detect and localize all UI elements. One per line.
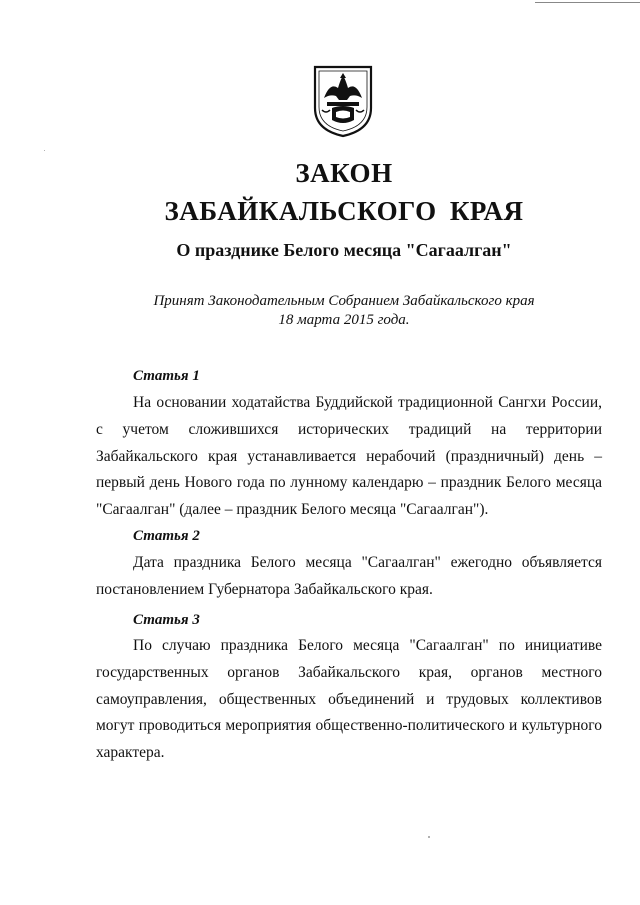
adoption-note — [24, 292, 640, 330]
coat-of-arms-icon — [312, 64, 374, 138]
scan-edge-line — [535, 2, 640, 3]
scan-speck — [428, 836, 430, 838]
article-2-heading: Статья 2 — [133, 528, 200, 544]
article-3-text: По случаю праздника Белого месяца "Сагаалган" по инициативе государственных органов Забайкальского края, органов местного самоуправления, общественных объединений и трудовых коллективов могут проводиться мероприятия общественно-политического и культурного характера. — [96, 637, 602, 762]
scan-speck — [44, 150, 45, 151]
article-2-text: Дата праздника Белого месяца "Сагаалган" ежегодно объявляется постановлением Губернатора Забайкальского края. — [96, 554, 602, 598]
law-region-title: ЗАБАЙКАЛЬСКОГО КРАЯ — [164, 196, 524, 226]
adoption-line-2: 18 марта 2015 года. — [278, 312, 410, 328]
adoption-line-1: Принят Законодательным Собранием Забайкальского края — [153, 293, 535, 309]
law-subject: О празднике Белого месяца "Сагаалган" — [176, 240, 512, 260]
article-1-text: На основании ходатайства Буддийской традиционной Сангхи России, с учетом сложившихся исторических традиций на территории Забайкальского края устанавливается нерабочий (праздничный) день – первый день Нового года по лунному календарю – праздник Белого месяца "Сагаалган" (далее – праздник Белого месяца "Сагаалган"). — [96, 394, 602, 519]
article-3-heading: Статья 3 — [133, 612, 200, 628]
law-title: ЗАКОН — [295, 158, 393, 188]
article-1-heading: Статья 1 — [133, 368, 200, 384]
